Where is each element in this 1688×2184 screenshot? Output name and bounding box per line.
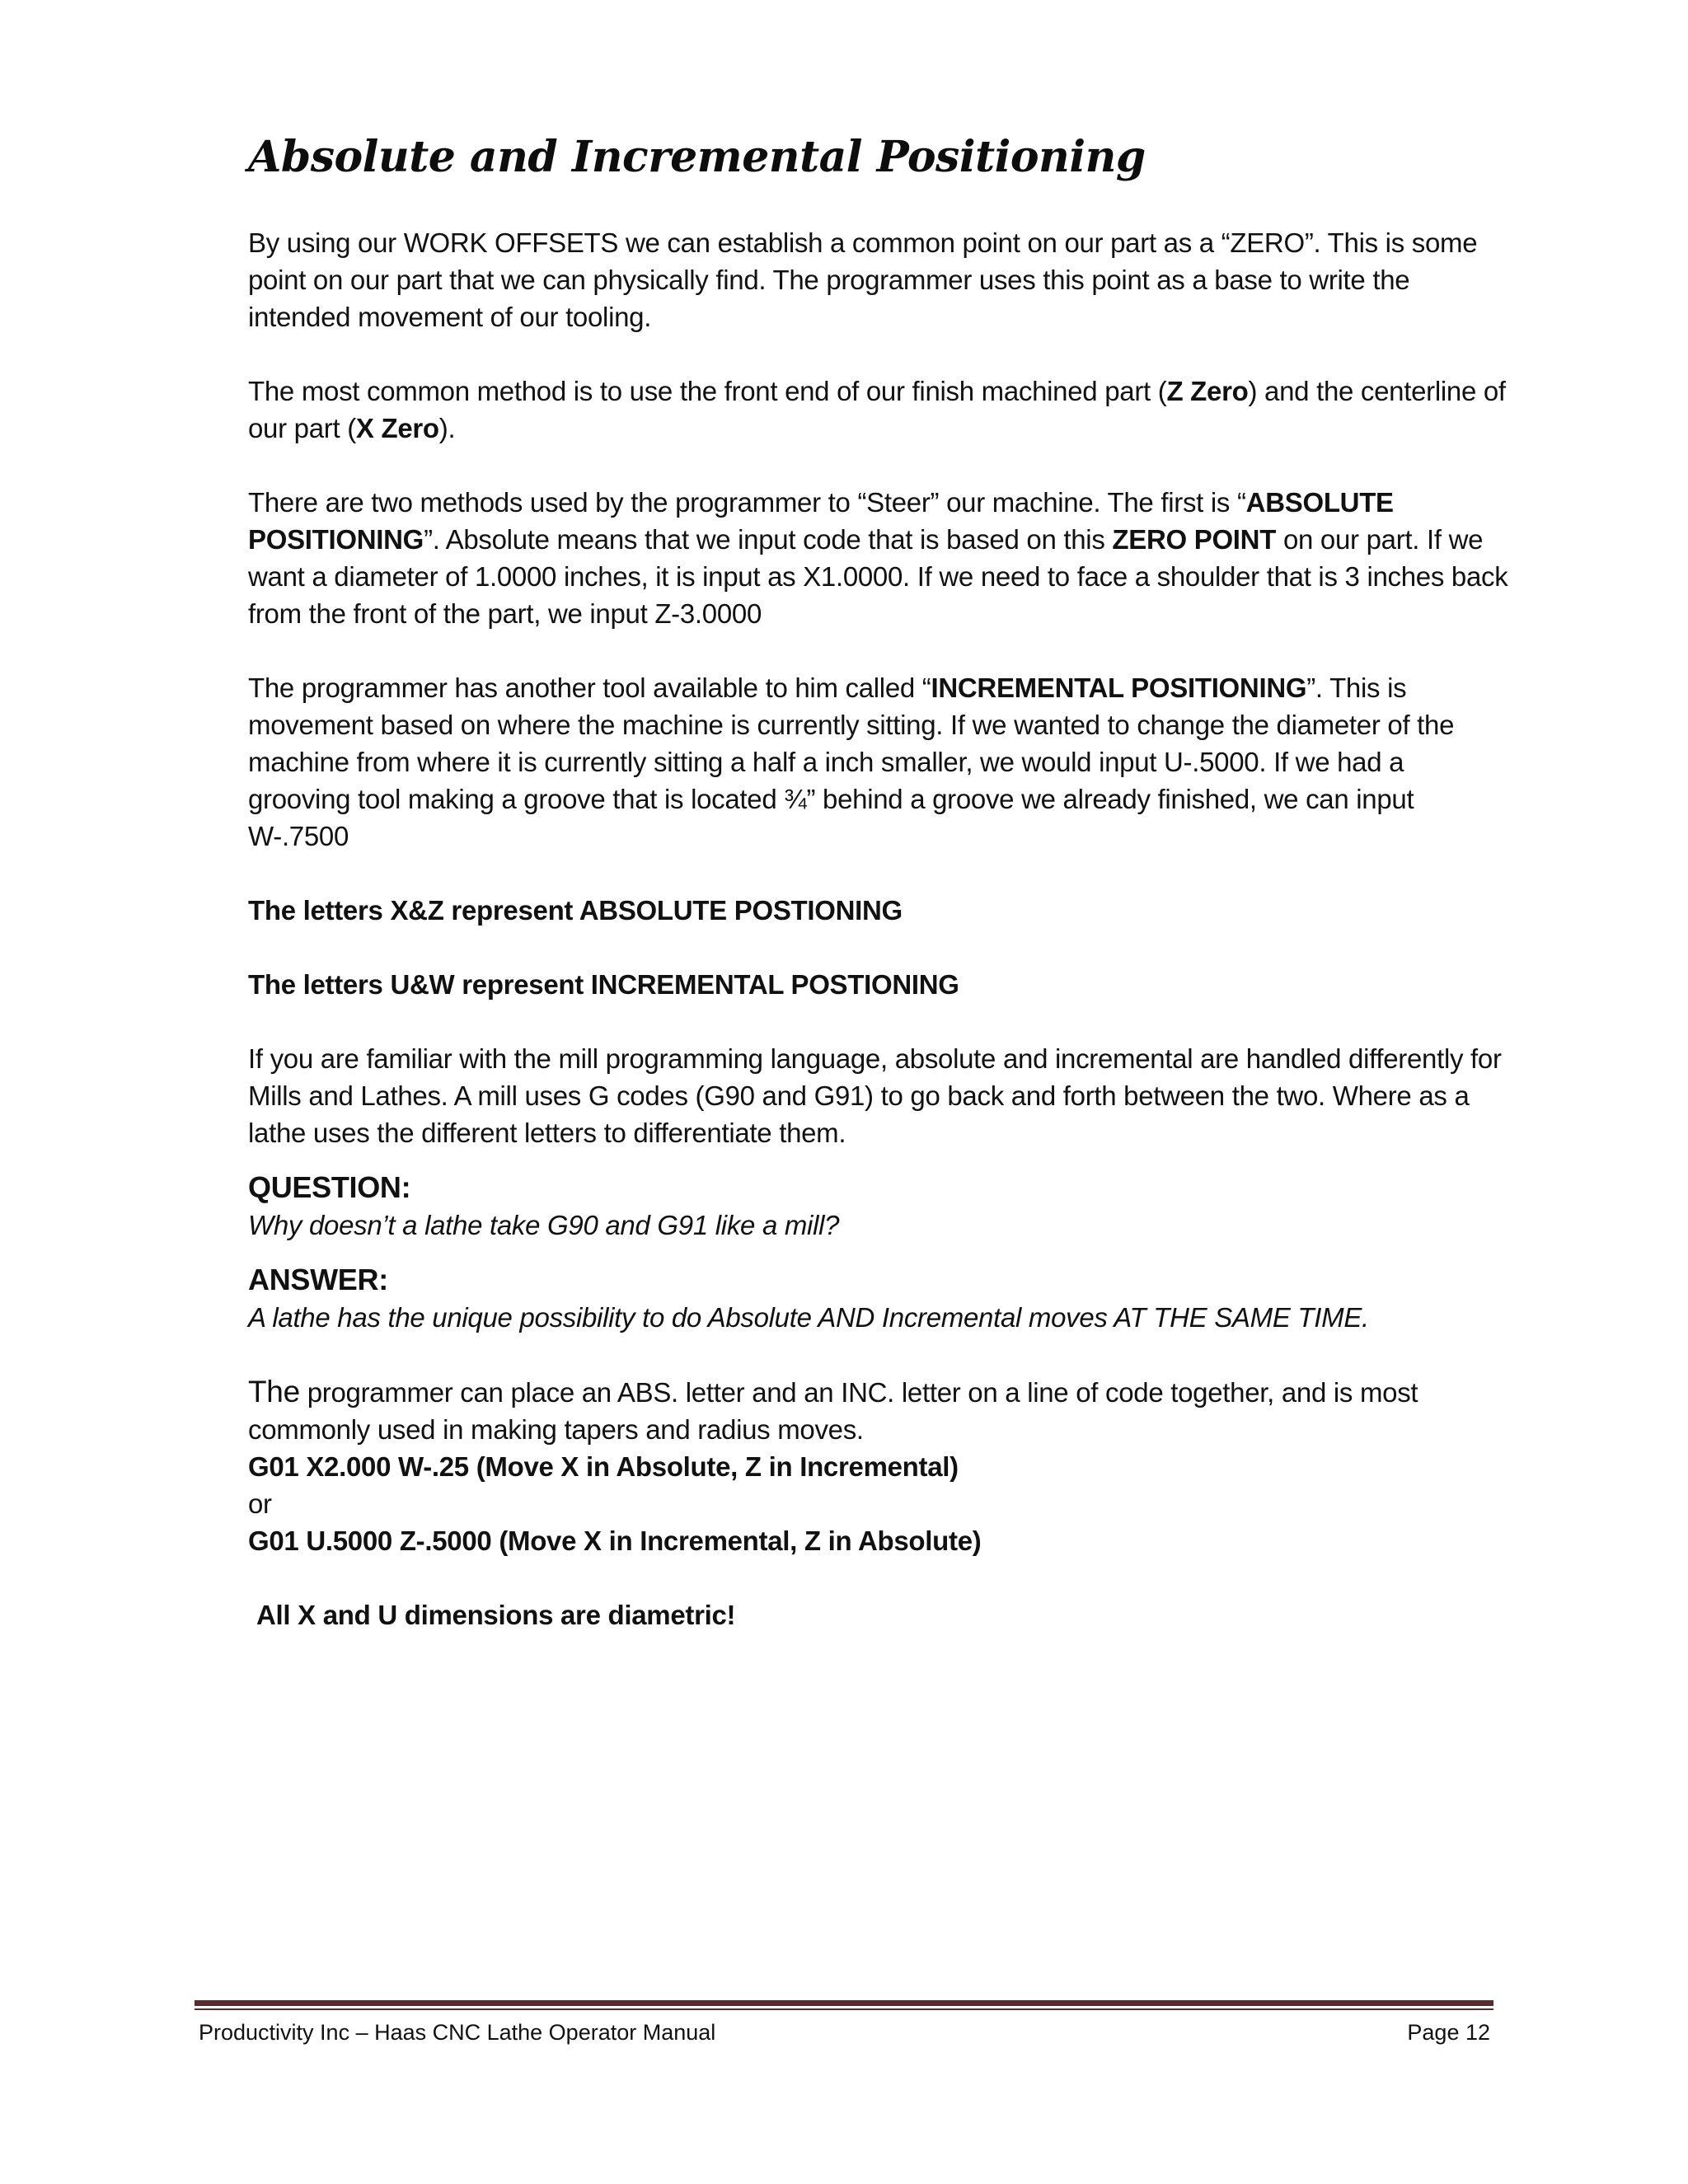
incremental-positioning-term: INCREMENTAL POSITIONING — [931, 673, 1307, 703]
answer-text: A lathe has the unique possibility to do Absolute AND Incremental moves AT THE SAME TIME. — [248, 1302, 1369, 1333]
question-label: QUESTION: — [248, 1170, 411, 1204]
footer-rule-thin — [195, 2008, 1493, 2010]
paragraph-combined-moves: The programmer can place an ABS. letter and an INC. letter on a line of code together, and is most commonly used in making tapers and radius moves. — [248, 1375, 1418, 1445]
diametric-note: All X and U dimensions are diametric! — [256, 1600, 736, 1630]
paragraph-incremental-positioning: The programmer has another tool available to him called “INCREMENTAL POSITIONING”. This is movement based on where the machine is currently sitting. If we wanted to change the diameter of the machine from where it is currently sitting a half a inch smaller, we would input U-.5000. If we had a grooving tool making a groove that is located ¾” behind a groove we already finished, we can input W-.7500 — [248, 673, 1455, 851]
paragraph-absolute-positioning: There are two methods used by the programmer to “Steer” our machine. The first is “ABSOLUTE POSITIONING”. Absolute means that we input code that is based on this ZERO POINT on our part. If we want a diameter of 1.0000 inches, it is input as X1.0000. If we need to face a shoulder that is 3 inches back from the front of the part, we input Z-3.0000 — [248, 487, 1508, 629]
page-title: Absolute and Incremental Positioning — [248, 132, 1146, 182]
rule-absolute-letters: The letters X&Z represent ABSOLUTE POSTIONING — [248, 895, 903, 926]
footer-manual-title: Productivity Inc – Haas CNC Lathe Operator Manual — [199, 2020, 716, 2045]
code-example-1: G01 X2.000 W-.25 (Move X in Absolute, Z in Incremental) — [248, 1451, 959, 1482]
absolute-positioning-term: ABSOLUTE POSITIONING — [248, 487, 1394, 555]
z-zero-term: Z Zero — [1166, 376, 1249, 406]
or-separator: or — [248, 1488, 272, 1519]
answer-label: ANSWER: — [248, 1263, 388, 1296]
zero-point-term: ZERO POINT — [1112, 524, 1277, 555]
question-text: Why doesn’t a lathe take G90 and G91 like a mill? — [248, 1210, 840, 1240]
rule-incremental-letters: The letters U&W represent INCREMENTAL POSTIONING — [248, 969, 959, 1000]
paragraph-common-method: The most common method is to use the front end of our finish machined part (Z Zero) and the centerline of our part (X Zero). — [248, 376, 1506, 443]
paragraph-work-offsets: By using our WORK OFFSETS we can establish a common point on our part as a “ZERO”. This is some point on our part that we can physically find. The programmer uses this point as a base to write the intended movement of our tooling. — [248, 227, 1478, 332]
document-body — [248, 224, 1509, 1633]
footer-rule-thick — [195, 2000, 1493, 2006]
paragraph-mill-comparison: If you are familiar with the mill programming language, absolute and incremental are handled differently for Mills and Lathes. A mill uses G codes (G90 and G91) to go back and forth between the two. Where as a lathe uses the different letters to differentiate them. — [248, 1043, 1502, 1148]
code-example-2: G01 U.5000 Z-.5000 (Move X in Incremental, Z in Absolute) — [248, 1526, 982, 1556]
x-zero-term: X Zero — [355, 413, 439, 443]
footer-page-number: Page 12 — [1407, 2020, 1490, 2045]
